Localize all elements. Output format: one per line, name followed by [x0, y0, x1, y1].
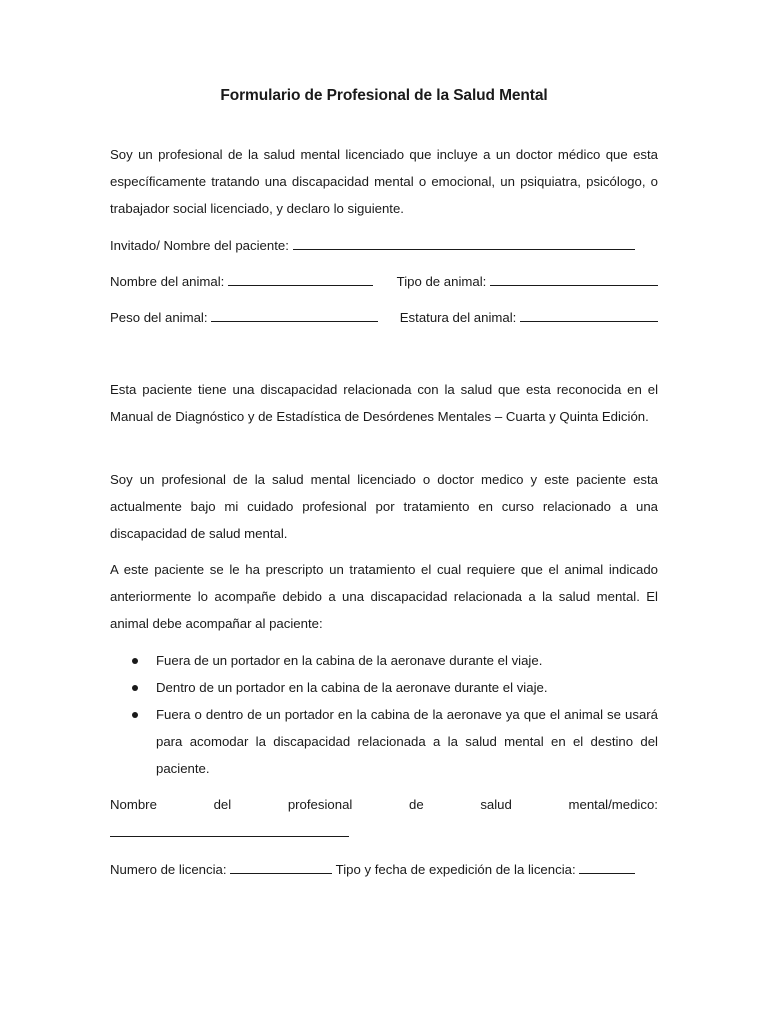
- accompaniment-options-list: [110, 647, 658, 782]
- care-paragraph: Soy un profesional de la salud mental licenciado o doctor medico y este paciente esta actualmente bajo mi cuidado profesional por tratamiento en curso relacionado a una discapacidad de salud mental.: [110, 472, 658, 541]
- animal-name-group: [110, 271, 373, 292]
- professional-name-row: [110, 795, 658, 815]
- accompaniment-option-text: Fuera o dentro de un portador en la cabina de la aeronave ya que el animal se usará para acomodar la discapacidad relacionada a la salud mental en el destino del paciente.: [156, 707, 658, 776]
- professional-name-blank-row: [110, 822, 658, 843]
- accompaniment-option-text: Fuera de un portador en la cabina de la aeronave durante el viaje.: [156, 653, 543, 668]
- animal-type-blank[interactable]: [490, 271, 658, 286]
- guest-name-blank[interactable]: [293, 235, 635, 250]
- document-title: Formulario de Profesional de la Salud Mental: [220, 87, 548, 104]
- intro-paragraph: Soy un profesional de la salud mental licenciado que incluye a un doctor médico que esta específicamente tratando una discapacidad mental o emocional, un psiquiatra, psicólogo, o trabajador social licenciado, y declaro lo siguiente.: [110, 147, 658, 216]
- animal-name-type-row: [110, 271, 658, 292]
- license-number-label: Numero de licencia:: [110, 862, 227, 877]
- professional-label-word: salud: [480, 797, 512, 812]
- professional-name-blank[interactable]: [110, 822, 349, 837]
- accompaniment-option: [110, 701, 658, 782]
- animal-weight-group: [110, 307, 378, 328]
- animal-weight-label: Peso del animal:: [110, 310, 208, 325]
- animal-type-group: [397, 271, 658, 292]
- guest-name-label: Invitado/ Nombre del paciente:: [110, 238, 289, 253]
- diagnosis-paragraph: Esta paciente tiene una discapacidad relacionada con la salud que esta reconocida en el Manual de Diagnóstico y de Estadística de Desórdenes Mentales – Cuarta y Quinta Edición.: [110, 382, 658, 424]
- animal-type-label: Tipo de animal:: [396, 274, 487, 289]
- accompaniment-option-text: Dentro de un portador en la cabina de la aeronave durante el viaje.: [156, 680, 548, 695]
- animal-height-group: [400, 307, 658, 328]
- professional-label-word: Nombre: [110, 797, 157, 812]
- animal-weight-height-row: [110, 307, 658, 328]
- license-type-date-blank[interactable]: [579, 859, 635, 874]
- professional-label-word: profesional: [287, 797, 353, 812]
- professional-label-word: de: [409, 797, 424, 812]
- animal-name-blank[interactable]: [228, 271, 373, 286]
- animal-name-label: Nombre del animal:: [110, 274, 225, 289]
- animal-height-label: Estatura del animal:: [399, 310, 517, 325]
- license-type-date-label: Tipo y fecha de expedición de la licencia:: [335, 862, 576, 877]
- bullet-icon: [132, 712, 138, 718]
- prescription-paragraph: A este paciente se le ha prescripto un tratamiento el cual requiere que el animal indicado anteriormente lo acompañe debido a una discapacidad relacionada a la salud mental. El animal debe acompañar al paciente:: [110, 562, 658, 631]
- bullet-icon: [132, 685, 138, 691]
- professional-label-word: mental/medico:: [568, 797, 658, 812]
- license-number-blank[interactable]: [230, 859, 332, 874]
- guest-name-row: [110, 235, 658, 256]
- accompaniment-option: [110, 647, 658, 674]
- professional-label-word: del: [213, 797, 232, 812]
- bullet-icon: [132, 658, 138, 664]
- license-row: [110, 859, 658, 880]
- animal-weight-blank[interactable]: [211, 307, 378, 322]
- animal-height-blank[interactable]: [520, 307, 658, 322]
- accompaniment-option: [110, 674, 658, 701]
